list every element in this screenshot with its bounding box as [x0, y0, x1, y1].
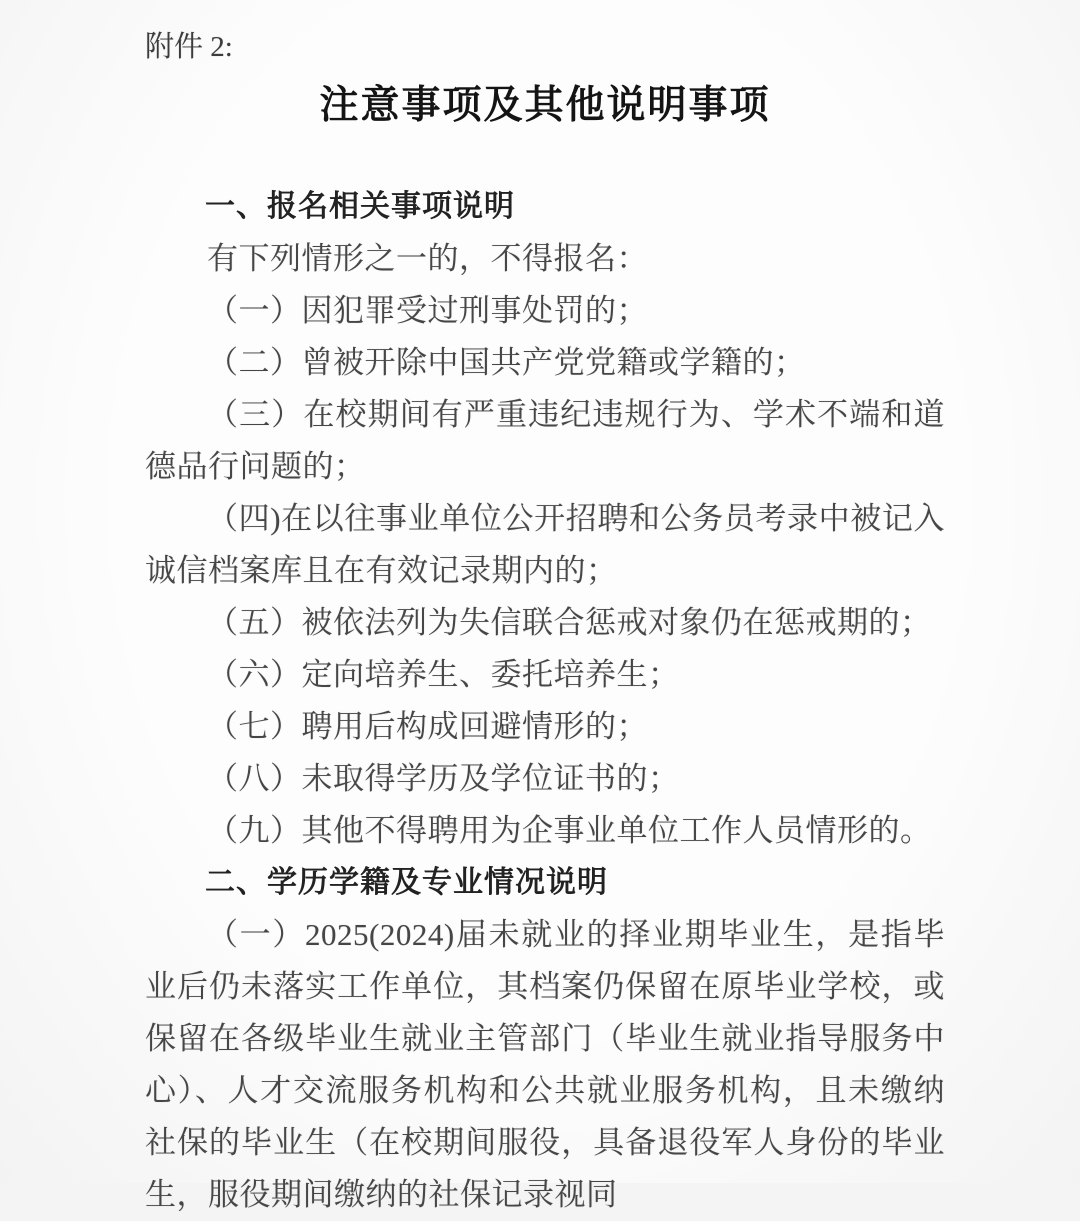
section-heading: 一、报名相关事项说明	[205, 190, 515, 223]
section-heading: 二、学历学籍及专业情况说明	[205, 866, 608, 899]
paragraph: （三）在校期间有严重违纪违规行为、学术不端和道德品行问题的；	[145, 397, 945, 484]
paragraph: （七）聘用后构成回避情形的；	[207, 709, 648, 744]
paragraph: 有下列情形之一的，不得报名：	[207, 241, 648, 276]
paragraph: （一）2025(2024)届未就业的择业期毕业生，是指毕业后仍未落实工作单位，其档案仍保留在原毕业学校，或保留在各级毕业生就业主管部门（毕业生就业指导服务中心）、人才交流服务机构和公共就业服务机构，且未缴纳社保的毕业生（在校期间服役，具备退役军人身份的毕业生，服役期间缴纳的社保记录视同	[145, 917, 945, 1212]
paragraph: （四)在以往事业单位公开招聘和公务员考录中被记入诚信档案库且在有效记录期内的；	[145, 501, 945, 588]
paragraph: （八）未取得学历及学位证书的；	[207, 761, 680, 796]
paragraph: （九）其他不得聘用为企事业单位工作人员情形的。	[207, 813, 932, 848]
page-title: 注意事项及其他说明事项	[319, 84, 771, 127]
document-body	[145, 181, 945, 1221]
paragraph: （五）被依法列为失信联合惩戒对象仍在惩戒期的；	[207, 605, 932, 640]
paragraph: （一）因犯罪受过刑事处罚的；	[207, 293, 648, 328]
paragraph: （二）曾被开除中国共产党党籍或学籍的；	[207, 345, 806, 380]
attachment-label: 附件 2:	[145, 31, 233, 63]
paragraph: （六）定向培养生、委托培养生；	[207, 657, 680, 692]
